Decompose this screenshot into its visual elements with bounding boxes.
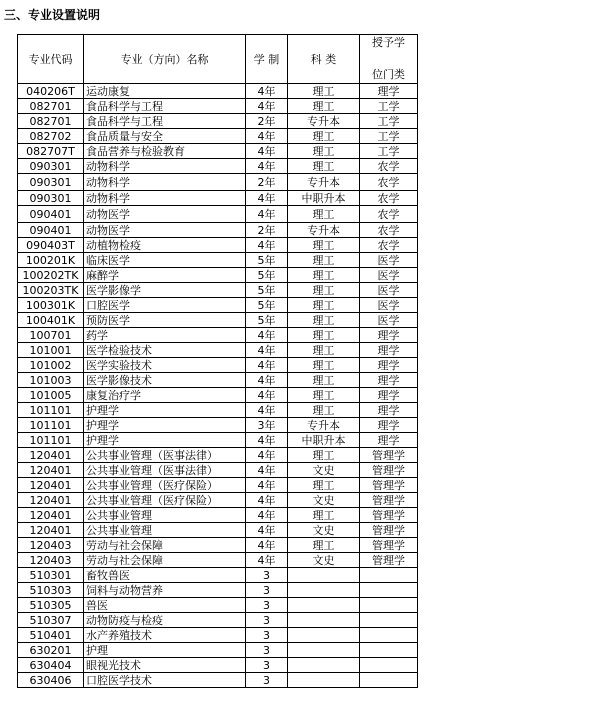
cell-years: 4年 <box>246 358 288 373</box>
cell-category: 文史 <box>288 523 360 538</box>
cell-degree <box>360 583 418 598</box>
cell-name: 公共事业管理（医疗保险） <box>84 478 246 493</box>
header-degree <box>360 35 418 84</box>
cell-degree: 管理学 <box>360 478 418 493</box>
cell-years: 3 <box>246 568 288 583</box>
cell-category: 理工 <box>288 144 360 159</box>
cell-code: 120401 <box>18 448 84 463</box>
cell-degree: 管理学 <box>360 553 418 568</box>
cell-degree: 农学 <box>360 159 418 174</box>
table-row <box>18 191 418 206</box>
cell-code: 082701 <box>18 114 84 129</box>
cell-name: 临床医学 <box>84 253 246 268</box>
header-degree-line1: 授予学 <box>372 36 405 49</box>
table-row <box>18 373 418 388</box>
cell-years: 3 <box>246 613 288 628</box>
table-row <box>18 493 418 508</box>
cell-code: 100201K <box>18 253 84 268</box>
cell-name: 食品科学与工程 <box>84 99 246 114</box>
table-row <box>18 583 418 598</box>
table-row <box>18 144 418 159</box>
table-row <box>18 658 418 673</box>
cell-years: 4年 <box>246 144 288 159</box>
cell-code: 100301K <box>18 298 84 313</box>
header-name: 专业（方向）名称 <box>84 35 246 84</box>
table-row <box>18 238 418 253</box>
cell-degree: 管理学 <box>360 508 418 523</box>
cell-years: 5年 <box>246 298 288 313</box>
cell-code: 082707T <box>18 144 84 159</box>
cell-code: 510401 <box>18 628 84 643</box>
cell-degree: 理学 <box>360 84 418 99</box>
cell-category <box>288 673 360 688</box>
header-degree-line2: 位门类 <box>372 68 405 81</box>
table-row <box>18 313 418 328</box>
table-row <box>18 433 418 448</box>
table-row <box>18 84 418 99</box>
table-row <box>18 628 418 643</box>
cell-code: 100202TK <box>18 268 84 283</box>
table-row <box>18 568 418 583</box>
cell-category: 理工 <box>288 388 360 403</box>
table-row <box>18 298 418 313</box>
cell-category: 理工 <box>288 268 360 283</box>
cell-code: 101001 <box>18 343 84 358</box>
cell-category: 理工 <box>288 84 360 99</box>
table-row <box>18 508 418 523</box>
cell-years: 4年 <box>246 523 288 538</box>
cell-name: 动物科学 <box>84 191 246 206</box>
cell-name: 运动康复 <box>84 84 246 99</box>
cell-years: 4年 <box>246 99 288 114</box>
cell-years: 4年 <box>246 463 288 478</box>
cell-name: 预防医学 <box>84 313 246 328</box>
cell-years: 5年 <box>246 268 288 283</box>
cell-code: 510303 <box>18 583 84 598</box>
cell-category: 理工 <box>288 538 360 553</box>
cell-name: 医学实验技术 <box>84 358 246 373</box>
cell-category: 理工 <box>288 238 360 253</box>
cell-category: 理工 <box>288 373 360 388</box>
cell-code: 082701 <box>18 99 84 114</box>
cell-degree: 理学 <box>360 388 418 403</box>
cell-category: 文史 <box>288 553 360 568</box>
table-row <box>18 388 418 403</box>
table-row <box>18 268 418 283</box>
header-category: 科 类 <box>288 35 360 84</box>
cell-category: 专升本 <box>288 174 360 191</box>
cell-degree: 农学 <box>360 238 418 253</box>
table-row <box>18 358 418 373</box>
cell-code: 120401 <box>18 478 84 493</box>
cell-name: 动物防疫与检疫 <box>84 613 246 628</box>
cell-category: 理工 <box>288 358 360 373</box>
table-row <box>18 478 418 493</box>
cell-category: 专升本 <box>288 223 360 238</box>
table-row <box>18 643 418 658</box>
cell-code: 100401K <box>18 313 84 328</box>
cell-years: 2年 <box>246 174 288 191</box>
cell-degree: 工学 <box>360 99 418 114</box>
cell-degree: 理学 <box>360 343 418 358</box>
table-row <box>18 114 418 129</box>
table-row <box>18 206 418 223</box>
cell-code: 120401 <box>18 523 84 538</box>
header-years: 学 制 <box>246 35 288 84</box>
cell-category: 理工 <box>288 298 360 313</box>
cell-code: 630406 <box>18 673 84 688</box>
cell-category: 理工 <box>288 478 360 493</box>
header-code: 专业代码 <box>18 35 84 84</box>
cell-years: 4年 <box>246 206 288 223</box>
cell-years: 2年 <box>246 223 288 238</box>
cell-years: 4年 <box>246 433 288 448</box>
cell-years: 3 <box>246 598 288 613</box>
cell-name: 护理学 <box>84 433 246 448</box>
table-row <box>18 418 418 433</box>
cell-name: 劳动与社会保障 <box>84 553 246 568</box>
cell-code: 120403 <box>18 553 84 568</box>
cell-name: 公共事业管理 <box>84 523 246 538</box>
cell-category <box>288 613 360 628</box>
table-header-row <box>18 35 418 84</box>
table-row <box>18 283 418 298</box>
cell-degree: 管理学 <box>360 463 418 478</box>
table-row <box>18 129 418 144</box>
cell-degree: 管理学 <box>360 538 418 553</box>
cell-code: 510305 <box>18 598 84 613</box>
table-row <box>18 673 418 688</box>
cell-category <box>288 658 360 673</box>
cell-category: 理工 <box>288 403 360 418</box>
cell-years: 3 <box>246 643 288 658</box>
cell-code: 630404 <box>18 658 84 673</box>
cell-category: 文史 <box>288 463 360 478</box>
cell-degree: 医学 <box>360 313 418 328</box>
cell-name: 食品营养与检验教育 <box>84 144 246 159</box>
cell-category: 理工 <box>288 206 360 223</box>
table-row <box>18 328 418 343</box>
cell-code: 090403T <box>18 238 84 253</box>
cell-years: 4年 <box>246 159 288 174</box>
cell-code: 101002 <box>18 358 84 373</box>
cell-category: 文史 <box>288 493 360 508</box>
cell-code: 120401 <box>18 493 84 508</box>
cell-degree: 医学 <box>360 268 418 283</box>
cell-years: 4年 <box>246 129 288 144</box>
cell-name: 医学检验技术 <box>84 343 246 358</box>
cell-years: 4年 <box>246 508 288 523</box>
cell-years: 3 <box>246 673 288 688</box>
cell-category: 中职升本 <box>288 191 360 206</box>
cell-category <box>288 598 360 613</box>
cell-category <box>288 583 360 598</box>
cell-code: 630201 <box>18 643 84 658</box>
cell-degree <box>360 658 418 673</box>
cell-code: 090301 <box>18 174 84 191</box>
cell-degree: 工学 <box>360 144 418 159</box>
cell-name: 动物科学 <box>84 174 246 191</box>
cell-years: 4年 <box>246 373 288 388</box>
cell-name: 护理 <box>84 643 246 658</box>
cell-degree: 农学 <box>360 174 418 191</box>
cell-category: 理工 <box>288 448 360 463</box>
table-row <box>18 253 418 268</box>
cell-degree: 理学 <box>360 358 418 373</box>
cell-name: 动物医学 <box>84 223 246 238</box>
cell-category <box>288 568 360 583</box>
cell-years: 5年 <box>246 283 288 298</box>
cell-degree: 工学 <box>360 114 418 129</box>
cell-category: 理工 <box>288 159 360 174</box>
cell-name: 公共事业管理（医事法律） <box>84 448 246 463</box>
cell-name: 医学影像技术 <box>84 373 246 388</box>
cell-degree: 管理学 <box>360 448 418 463</box>
cell-name: 动物医学 <box>84 206 246 223</box>
cell-code: 101003 <box>18 373 84 388</box>
cell-degree: 理学 <box>360 418 418 433</box>
cell-years: 4年 <box>246 191 288 206</box>
cell-code: 040206T <box>18 84 84 99</box>
cell-category <box>288 643 360 658</box>
cell-years: 4年 <box>246 403 288 418</box>
cell-degree <box>360 673 418 688</box>
cell-degree <box>360 568 418 583</box>
cell-degree: 理学 <box>360 433 418 448</box>
cell-code: 120401 <box>18 508 84 523</box>
cell-name: 康复治疗学 <box>84 388 246 403</box>
cell-name: 口腔医学 <box>84 298 246 313</box>
cell-code: 090401 <box>18 223 84 238</box>
cell-years: 3 <box>246 583 288 598</box>
cell-category: 理工 <box>288 99 360 114</box>
cell-degree: 工学 <box>360 129 418 144</box>
cell-name: 口腔医学技术 <box>84 673 246 688</box>
cell-years: 4年 <box>246 343 288 358</box>
cell-years: 4年 <box>246 84 288 99</box>
table-row <box>18 613 418 628</box>
cell-degree: 农学 <box>360 191 418 206</box>
cell-code: 090301 <box>18 159 84 174</box>
cell-years: 4年 <box>246 553 288 568</box>
cell-years: 4年 <box>246 238 288 253</box>
cell-degree: 管理学 <box>360 493 418 508</box>
cell-name: 公共事业管理（医疗保险） <box>84 493 246 508</box>
cell-name: 劳动与社会保障 <box>84 538 246 553</box>
cell-code: 090301 <box>18 191 84 206</box>
cell-years: 5年 <box>246 313 288 328</box>
cell-code: 100701 <box>18 328 84 343</box>
cell-category: 理工 <box>288 283 360 298</box>
cell-degree: 医学 <box>360 283 418 298</box>
cell-degree <box>360 598 418 613</box>
cell-name: 食品质量与安全 <box>84 129 246 144</box>
cell-years: 3年 <box>246 418 288 433</box>
cell-category: 专升本 <box>288 114 360 129</box>
cell-name: 医学影像学 <box>84 283 246 298</box>
cell-category: 理工 <box>288 508 360 523</box>
cell-degree: 理学 <box>360 403 418 418</box>
table-row <box>18 448 418 463</box>
cell-name: 食品科学与工程 <box>84 114 246 129</box>
cell-years: 2年 <box>246 114 288 129</box>
cell-years: 4年 <box>246 388 288 403</box>
cell-name: 饲料与动物营养 <box>84 583 246 598</box>
table-row <box>18 598 418 613</box>
cell-code: 082702 <box>18 129 84 144</box>
cell-years: 4年 <box>246 328 288 343</box>
table-row <box>18 403 418 418</box>
cell-degree <box>360 643 418 658</box>
cell-years: 5年 <box>246 253 288 268</box>
table-row <box>18 159 418 174</box>
cell-name: 公共事业管理 <box>84 508 246 523</box>
cell-years: 3 <box>246 658 288 673</box>
cell-category: 理工 <box>288 313 360 328</box>
cell-category: 理工 <box>288 253 360 268</box>
cell-name: 畜牧兽医 <box>84 568 246 583</box>
cell-degree <box>360 613 418 628</box>
cell-degree: 医学 <box>360 253 418 268</box>
cell-degree <box>360 628 418 643</box>
cell-category: 理工 <box>288 328 360 343</box>
cell-code: 100203TK <box>18 283 84 298</box>
cell-name: 眼视光技术 <box>84 658 246 673</box>
cell-category: 理工 <box>288 343 360 358</box>
section-title: 三、专业设置说明 <box>4 8 101 22</box>
cell-code: 090401 <box>18 206 84 223</box>
table-row <box>18 463 418 478</box>
major-table <box>17 34 418 688</box>
table-row <box>18 523 418 538</box>
cell-years: 3 <box>246 628 288 643</box>
cell-category: 专升本 <box>288 418 360 433</box>
cell-years: 4年 <box>246 493 288 508</box>
table-row <box>18 223 418 238</box>
cell-name: 动物科学 <box>84 159 246 174</box>
table-body <box>18 84 418 688</box>
cell-name: 药学 <box>84 328 246 343</box>
cell-years: 4年 <box>246 478 288 493</box>
cell-code: 101101 <box>18 433 84 448</box>
cell-name: 水产养殖技术 <box>84 628 246 643</box>
cell-years: 4年 <box>246 538 288 553</box>
cell-code: 101101 <box>18 418 84 433</box>
cell-category: 中职升本 <box>288 433 360 448</box>
cell-category: 理工 <box>288 129 360 144</box>
cell-degree: 理学 <box>360 373 418 388</box>
cell-name: 动植物检疫 <box>84 238 246 253</box>
cell-name: 麻醉学 <box>84 268 246 283</box>
table-row <box>18 174 418 191</box>
cell-name: 兽医 <box>84 598 246 613</box>
table-row <box>18 343 418 358</box>
cell-name: 公共事业管理（医事法律） <box>84 463 246 478</box>
cell-degree: 管理学 <box>360 523 418 538</box>
cell-code: 120401 <box>18 463 84 478</box>
cell-category <box>288 628 360 643</box>
cell-code: 120403 <box>18 538 84 553</box>
table-row <box>18 553 418 568</box>
cell-code: 101005 <box>18 388 84 403</box>
cell-degree: 理学 <box>360 328 418 343</box>
cell-degree: 医学 <box>360 298 418 313</box>
table-row <box>18 538 418 553</box>
cell-degree: 农学 <box>360 223 418 238</box>
cell-code: 510307 <box>18 613 84 628</box>
cell-degree: 农学 <box>360 206 418 223</box>
cell-name: 护理学 <box>84 403 246 418</box>
table-row <box>18 99 418 114</box>
cell-years: 4年 <box>246 448 288 463</box>
cell-name: 护理学 <box>84 418 246 433</box>
cell-code: 510301 <box>18 568 84 583</box>
cell-code: 101101 <box>18 403 84 418</box>
